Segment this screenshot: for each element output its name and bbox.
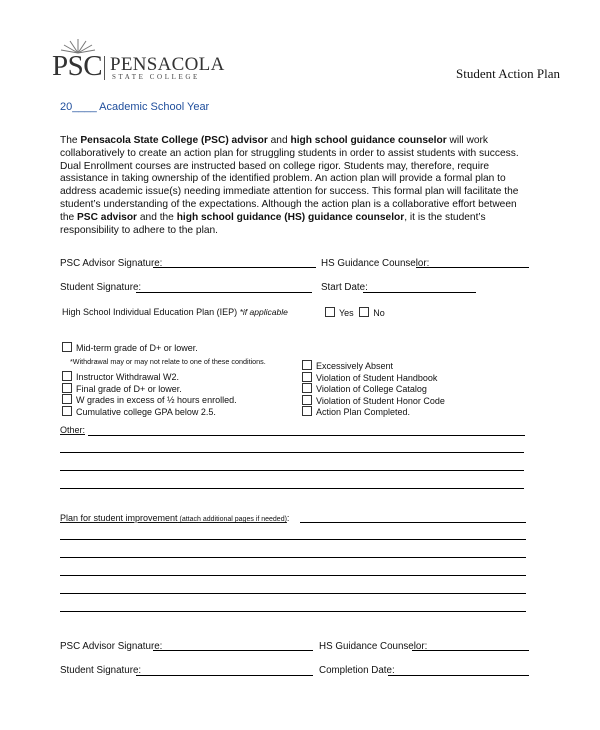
iep-yes-checkbox[interactable]	[325, 307, 335, 317]
condition-left-2: W grades in excess of ½ hours enrolled.	[62, 394, 237, 405]
plan-label: Plan for student improvement (attach additional pages if needed):	[60, 513, 290, 523]
logo-name: PENSACOLA	[110, 54, 225, 75]
condition-checkbox[interactable]	[302, 383, 312, 393]
other-line[interactable]	[60, 470, 524, 471]
start-date-line[interactable]	[363, 292, 476, 293]
psc-advisor-signature-line[interactable]	[153, 267, 316, 268]
condition-checkbox[interactable]	[302, 406, 312, 416]
condition-right-2: Violation of College Catalog	[302, 383, 427, 394]
condition-checkbox[interactable]	[62, 406, 72, 416]
condition-checkbox[interactable]	[302, 360, 312, 370]
logo-subtitle: STATE COLLEGE	[112, 73, 200, 81]
document-title: Student Action Plan	[456, 66, 560, 81]
student-signature-line-bottom[interactable]	[136, 675, 313, 676]
condition-left-1: Final grade of D+ or lower.	[62, 383, 182, 394]
other-label: Other:	[60, 425, 86, 435]
other-line[interactable]	[88, 435, 525, 436]
iep-options: Yes No	[325, 307, 385, 318]
psc-advisor-signature-label-bottom: PSC Advisor Signature:	[60, 641, 163, 652]
plan-line[interactable]	[60, 557, 526, 558]
student-signature-line[interactable]	[136, 292, 312, 293]
completion-date-line[interactable]	[388, 675, 529, 676]
logo-mark: PSC	[52, 50, 103, 82]
hs-counselor-signature-line[interactable]	[416, 267, 529, 268]
condition-left-0: Instructor Withdrawal W2.	[62, 371, 179, 382]
other-line[interactable]	[60, 488, 524, 489]
iep-no-checkbox[interactable]	[359, 307, 369, 317]
plan-hint: (attach additional pages if needed)	[177, 516, 287, 523]
psc-advisor-signature-line-bottom[interactable]	[153, 650, 313, 651]
student-signature-label: Student Signature:	[60, 282, 142, 293]
withdrawal-note: *Withdrawal may or may not relate to one of these conditions.	[70, 357, 266, 366]
psc-logo	[52, 42, 225, 84]
plan-line[interactable]	[60, 593, 526, 594]
condition-right-0: Excessively Absent	[302, 360, 393, 371]
other-line[interactable]	[60, 452, 524, 453]
hs-counselor-signature-label: HS Guidance Counselor:	[321, 258, 430, 269]
condition-checkbox[interactable]	[62, 371, 72, 381]
condition-checkbox[interactable]	[302, 395, 312, 405]
plan-line[interactable]	[300, 522, 526, 523]
start-date-label: Start Date:	[321, 282, 368, 293]
condition-midterm: Mid-term grade of D+ or lower.	[62, 342, 198, 353]
academic-year: 20____ Academic School Year	[60, 101, 210, 113]
condition-checkbox[interactable]	[302, 372, 312, 382]
plan-line[interactable]	[60, 539, 526, 540]
condition-right-1: Violation of Student Handbook	[302, 372, 437, 383]
completion-date-label: Completion Date:	[319, 665, 395, 676]
condition-right-3: Violation of Student Honor Code	[302, 395, 445, 406]
plan-line[interactable]	[60, 575, 526, 576]
logo-divider	[104, 56, 105, 80]
condition-checkbox[interactable]	[62, 394, 72, 404]
plan-line[interactable]	[60, 611, 526, 612]
condition-right-4: Action Plan Completed.	[302, 406, 410, 417]
hs-counselor-signature-line-bottom[interactable]	[412, 650, 529, 651]
midterm-checkbox[interactable]	[62, 342, 72, 352]
intro-paragraph: The Pensacola State College (PSC) advisor and high school guidance counselor will work collaboratively to create an action plan for struggling students in order to assist students with success. Dual Enrollment courses are instructed based on college rigor. Students may, therefore, require assistance in taking ownership of the identified problem. An action plan will provide a formal plan to address academic issue(s) needing immediate attention for success. This formal plan will facilitate the student’s understanding of the expectations. Although the action plan is a collaborative effort between the PSC advisor and the high school guidance (HS) guidance counselor, it is the student’s responsibility to adhere to the plan.	[60, 135, 519, 236]
condition-checkbox[interactable]	[62, 383, 72, 393]
psc-advisor-signature-label: PSC Advisor Signature:	[60, 258, 163, 269]
hs-counselor-signature-label-bottom: HS Guidance Counselor:	[319, 641, 428, 652]
student-signature-label-bottom: Student Signature:	[60, 665, 142, 676]
condition-left-3: Cumulative college GPA below 2.5.	[62, 406, 216, 417]
iep-label: High School Individual Education Plan (IEP) *if applicable	[62, 307, 288, 317]
iep-hint: *if applicable	[239, 307, 288, 317]
